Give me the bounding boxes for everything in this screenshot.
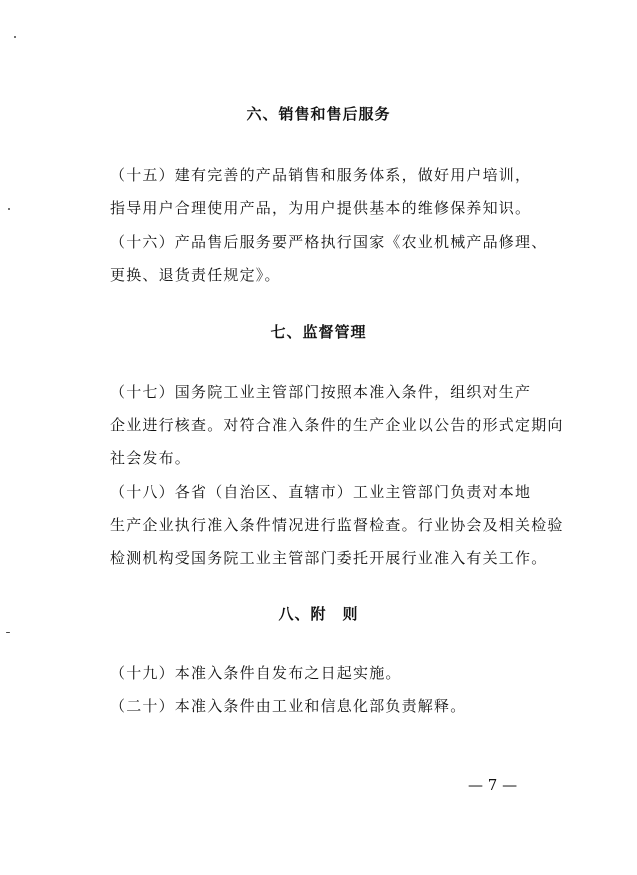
section-heading-7: 七、监督管理 — [270, 323, 367, 341]
paragraph-20-line-1: （二十）本准入条件由工业和信息化部负责解释。 — [110, 697, 467, 715]
section-heading-8: 八、附 则 — [278, 605, 359, 623]
section-heading-6: 六、销售和售后服务 — [246, 105, 391, 123]
paragraph-18-line-1: （十八）各省（自治区、直辖市）工业主管部门负责对本地 — [110, 483, 532, 501]
page-number: — 7 — — [468, 776, 518, 794]
scan-speck — [14, 36, 16, 38]
paragraph-18-line-2: 生产企业执行准入条件情况进行监督检查。行业协会及相关检验 — [110, 516, 564, 534]
paragraph-17-line-1: （十七）国务院工业主管部门按照本准入条件，组织对生产 — [110, 383, 532, 401]
paragraph-17-line-2: 企业进行核查。对符合准入条件的生产企业以公告的形式定期向 — [110, 416, 564, 434]
scan-speck — [6, 632, 10, 633]
paragraph-18-line-3: 检测机构受国务院工业主管部门委托开展行业准入有关工作。 — [110, 549, 548, 567]
paragraph-15-line-1: （十五）建有完善的产品销售和服务体系，做好用户培训， — [110, 166, 532, 184]
paragraph-16-line-2: 更换、退货责任规定》。 — [110, 266, 281, 284]
paragraph-17-line-3: 社会发布。 — [110, 449, 192, 467]
paragraph-16-line-1: （十六）产品售后服务要严格执行国家《农业机械产品修理、 — [110, 233, 548, 251]
scan-speck — [8, 208, 10, 210]
paragraph-19-line-1: （十九）本准入条件自发布之日起实施。 — [110, 664, 402, 682]
paragraph-15-line-2: 指导用户合理使用产品，为用户提供基本的维修保养知识。 — [110, 199, 532, 217]
